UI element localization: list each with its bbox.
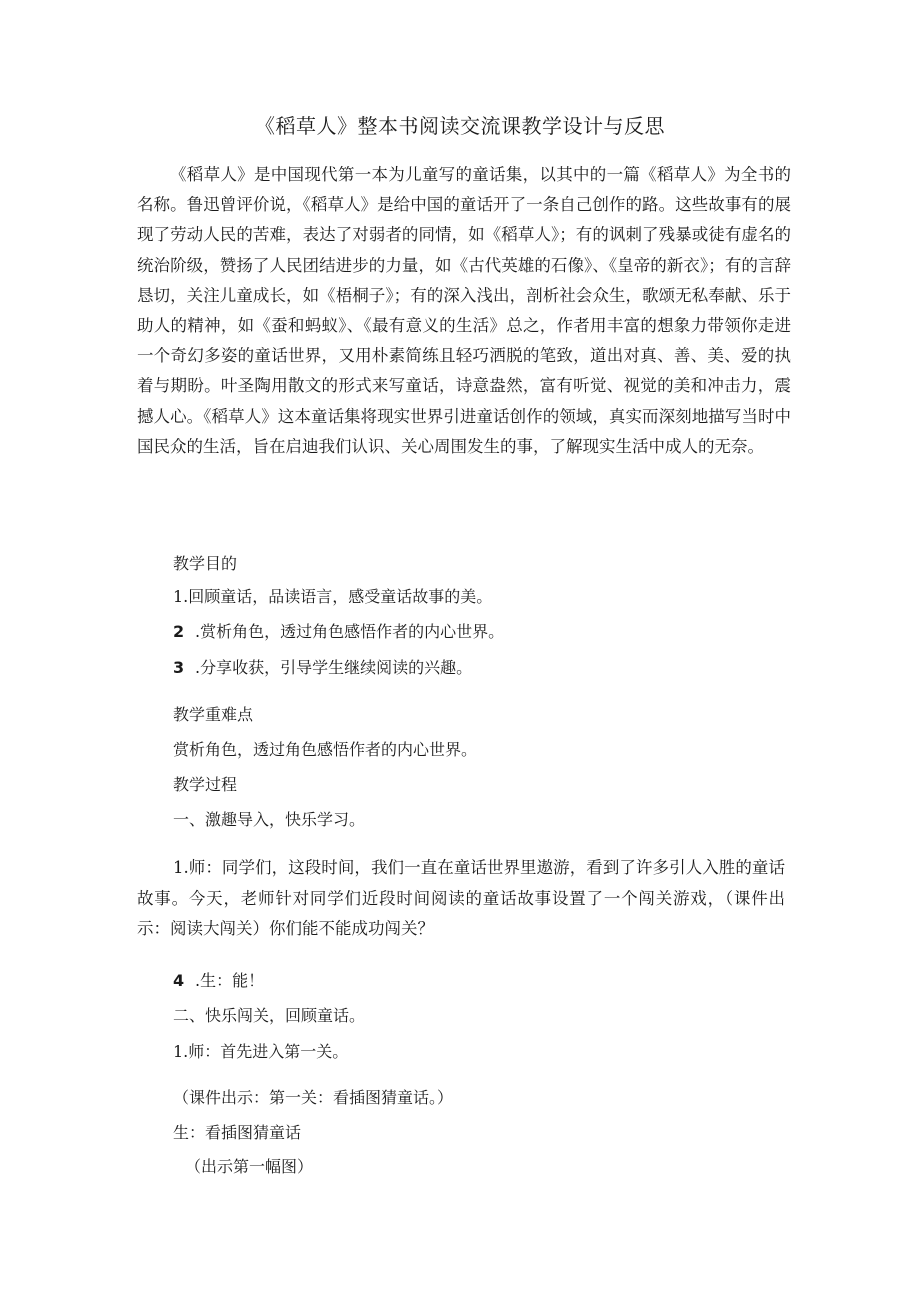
student-1-text: .生：能！ <box>195 971 265 990</box>
goal-3-number: 3 <box>173 658 185 677</box>
student-reply-2: 生：看插图猜童话 <box>173 1123 302 1142</box>
goal-2-number: 2 <box>173 622 185 641</box>
goal-item-1: 1.回顾童话，品读语言，感受童话故事的美。 <box>173 587 493 606</box>
student-1-number: 4 <box>173 971 185 990</box>
goal-3-text: .分享收获，引导学生继续阅读的兴趣。 <box>195 658 473 677</box>
keypoints-heading: 教学重难点 <box>173 705 254 724</box>
goal-2-text: .赏析角色，透过角色感悟作者的内心世界。 <box>195 622 505 641</box>
section-2-heading: 二、快乐闯关，回顾童话。 <box>173 1006 366 1025</box>
goal-item-2 <box>173 619 504 642</box>
goals-heading: 教学目的 <box>173 554 238 573</box>
teacher-line-2: 1.师：首先进入第一关。 <box>173 1042 349 1061</box>
section-1-heading: 一、激趣导入，快乐学习。 <box>173 810 366 829</box>
goal-item-3 <box>173 655 472 678</box>
document-title: 《稻草人》整本书阅读交流课教学设计与反思 <box>255 114 665 138</box>
teacher-paragraph-1: 1.师：同学们，这段时间，我们一直在童话世界里遨游，看到了许多引人入胜的童话故事。今天，老师针对同学们近段时间阅读的童话故事设置了一个闯关游戏，（课件出示：阅读大闯关）你们能不能成功闯关？ <box>137 858 785 938</box>
process-heading: 教学过程 <box>173 775 238 794</box>
intro-paragraph: 《稻草人》是中国现代第一本为儿童写的童话集，以其中的一篇《稻草人》为全书的名称。鲁迅曾评价说，《稻草人》是给中国的童话开了一条自己创作的路。这些故事有的展现了劳动人民的苦难，表达了对弱者的同情，如《稻草人》；有的讽刺了残暴或徒有虚名的统治阶级，赞扬了人民团结进步的力量，如《古代英雄的石像》、《皇帝的新衣》；有的言辞恳切，关注儿童成长，如《梧桐子》；有的深入浅出，剖析社会众生，歌颂无私奉献、乐于助人的精神，如《蚕和蚂蚁》、《最有意义的生活》总之，作者用丰富的想象力带领你走进一个奇幻多姿的童话世界，又用朴素简练且轻巧洒脱的笔致，道出对真、善、美、爱的执着与期盼。叶圣陶用散文的形式来写童话，诗意盎然，富有听觉、视觉的美和冲击力，震撼人心。《稻草人》这本童话集将现实世界引进童话创作的领域，真实而深刻地描写当时中国民众的生活，旨在启迪我们认识、关心周围发生的事，了解现实生活中成人的无奈。 <box>137 165 791 456</box>
show-picture-note: （出示第一幅图） <box>185 1157 314 1176</box>
courseware-note: （课件出示：第一关：看插图猜童话。） <box>173 1088 454 1107</box>
keypoints-text: 赏析角色，透过角色感悟作者的内心世界。 <box>173 740 478 759</box>
student-reply-1 <box>173 968 264 991</box>
